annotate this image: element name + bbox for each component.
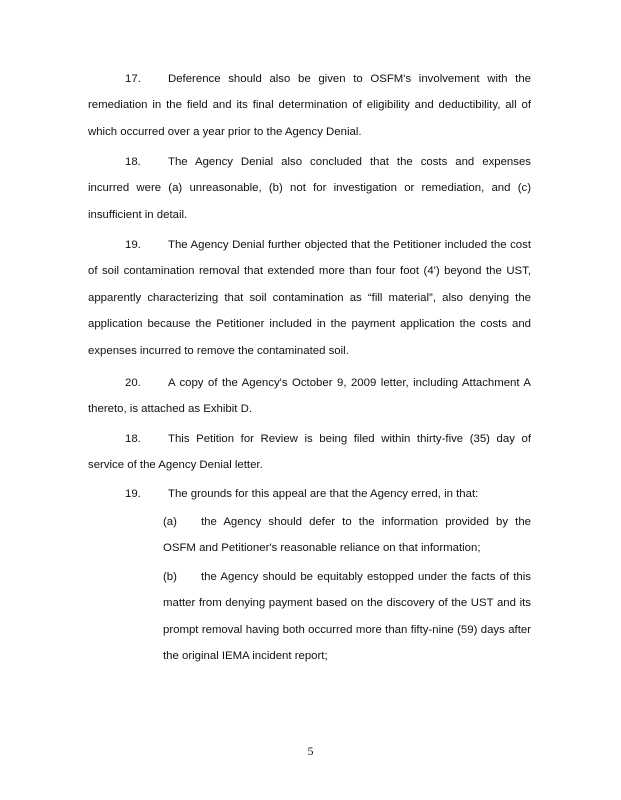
paragraph-text: The grounds for this appeal are that the Agency erred, in that: xyxy=(168,488,479,500)
paragraph-20 xyxy=(88,370,531,423)
paragraph-text: Deference should also be given to OSFM's involvement with the remediation in the field and its final determination of eligibility and deductibility, all of which occurred over a year prior to the Agency Denial. xyxy=(88,73,531,138)
paragraph-number: 18. xyxy=(125,156,141,168)
page-number: 5 xyxy=(307,744,314,758)
paragraph-number: 19. xyxy=(125,488,141,500)
paragraph-number: 20. xyxy=(125,377,141,389)
subitem-letter: (b) xyxy=(163,571,177,583)
paragraph-18-second xyxy=(88,426,531,479)
paragraph-19 xyxy=(88,232,531,364)
subitem-letter: (a) xyxy=(163,516,177,528)
subitem-text: the Agency should defer to the information provided by the OSFM and Petitioner's reasonable reliance on that information; xyxy=(163,516,531,555)
paragraph-text: A copy of the Agency's October 9, 2009 letter, including Attachment A thereto, is attached as Exhibit D. xyxy=(88,377,531,416)
paragraph-18 xyxy=(88,149,531,228)
paragraph-text: The Agency Denial further objected that the Petitioner included the cost of soil contamination removal that extended more than four foot (4') beyond the UST, apparently characterizing that soil contamination as “fill material”, also denying the application because the Petitioner included in the payment application the costs and expenses incurred to remove the contaminated soil. xyxy=(88,239,531,357)
paragraph-text: This Petition for Review is being filed within thirty-five (35) day of service of the Agency Denial letter. xyxy=(88,433,531,472)
subitem-b xyxy=(163,564,531,670)
paragraph-number: 19. xyxy=(125,239,141,251)
subitem-a xyxy=(163,509,531,562)
paragraph-17 xyxy=(88,66,531,145)
paragraph-number: 17. xyxy=(125,73,141,85)
paragraph-19-second xyxy=(88,481,531,507)
paragraph-text: The Agency Denial also concluded that the costs and expenses incurred were (a) unreasonable, (b) not for investigation or remediation, and (c) insufficient in detail. xyxy=(88,156,531,221)
paragraph-number: 18. xyxy=(125,433,141,445)
subitem-text: the Agency should be equitably estopped under the facts of this matter from denying payment based on the discovery of the UST and its prompt removal having both occurred more than fifty-nine (59) days after the original IEMA incident report; xyxy=(163,571,531,663)
